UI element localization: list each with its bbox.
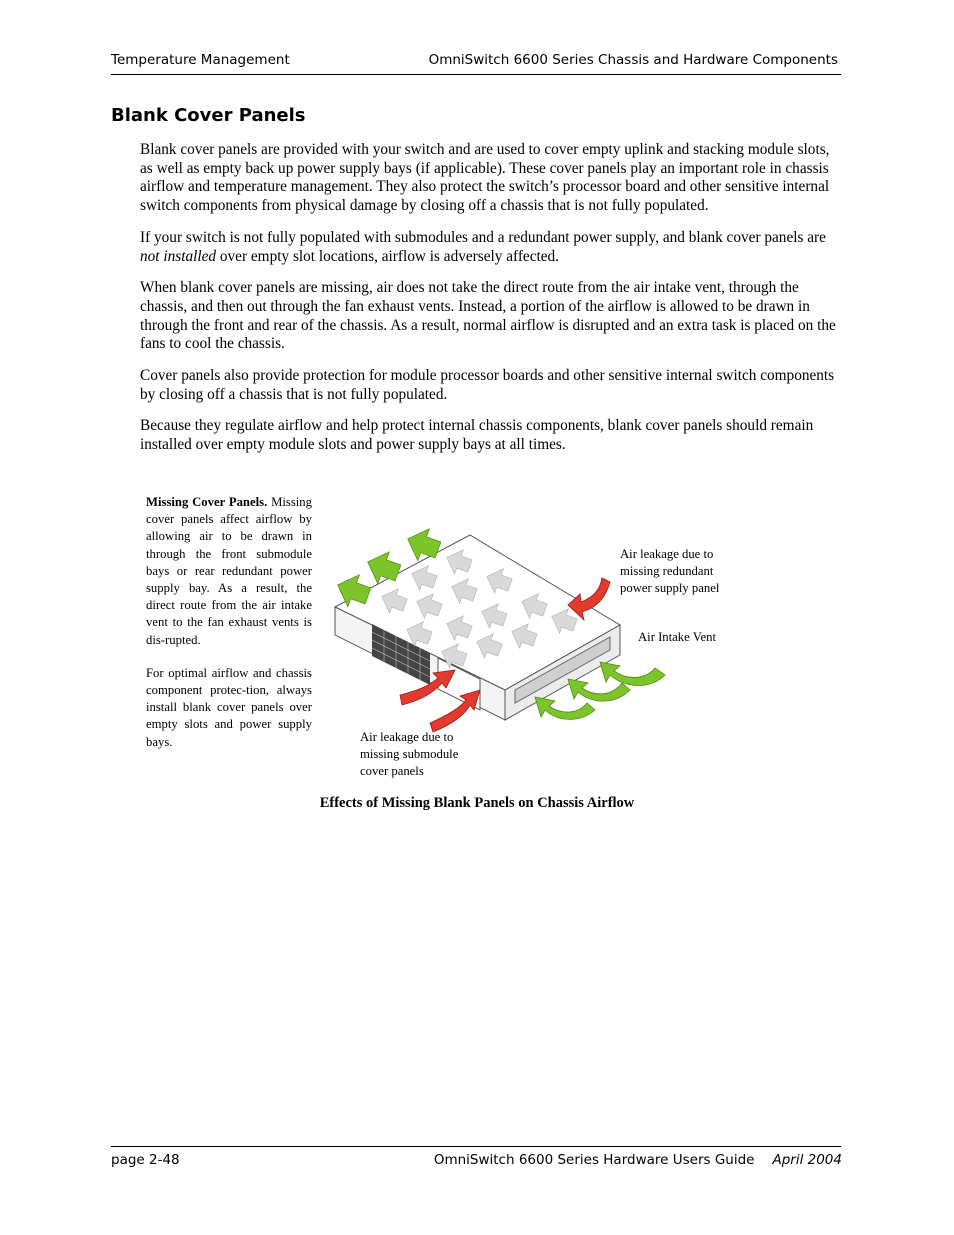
running-header-section: Temperature Management bbox=[111, 52, 290, 68]
section-title: Blank Cover Panels bbox=[111, 105, 306, 126]
paragraph-4: Cover panels also provide protection for module processor boards and other sensitive internal switch components by closing off a chassis that is not fully populated. bbox=[140, 367, 835, 403]
footer-date: April 2004 bbox=[772, 1152, 842, 1168]
paragraph-3: When blank cover panels are missing, air does not take the direct route from the air intake vent, through the chassis, and then out through the fan exhaust vents. Instead, a portion of the airflow is allowed to be drawn in through the front and rear of the chassis. As a result, normal airflow is disrupted and an extra task is placed on the fans to cool the chassis. bbox=[140, 279, 836, 353]
label-air-intake: Air Intake Vent bbox=[638, 630, 716, 644]
margin-note-title: Missing Cover Panels. bbox=[146, 495, 268, 509]
airflow-figure bbox=[330, 510, 750, 800]
emphasis-not-installed: not installed bbox=[140, 247, 217, 265]
paragraph-2: If your switch is not fully populated with submodules and a redundant power supply, and blank cover panels are not installed over empty slot locations, airflow is adversely affected. bbox=[140, 228, 826, 265]
footer-rule bbox=[111, 1146, 841, 1147]
label-submodule-leakage: Air leakage due to missing submodule cover panels bbox=[360, 730, 459, 778]
paragraph-5: Because they regulate airflow and help protect internal chassis components, blank cover panels should remain installed over empty module slots and power supply bays at all times. bbox=[140, 417, 814, 454]
header-rule bbox=[111, 74, 841, 75]
figure-caption: Effects of Missing Blank Panels on Chassis Airflow bbox=[319, 795, 635, 811]
page-number: page 2-48 bbox=[111, 1152, 180, 1168]
margin-note-2: For optimal airflow and chassis component protec-tion, always install blank cover panels over empty slots and power supply bays. bbox=[146, 665, 312, 749]
body-text bbox=[140, 141, 842, 468]
footer-guide: OmniSwitch 6600 Series Hardware Users Guide April 2004 bbox=[433, 1152, 842, 1168]
paragraph-1: Blank cover panels are provided with your switch and are used to cover empty uplink and stacking module slots, as well as empty back up power supply bays (if applicable). These cover panels play an important role in chassis airflow and temperature management. They also protect the switch’s processor board and other sensitive internal switch components from physical damage by closing off a chassis that is not fully populated. bbox=[140, 141, 830, 215]
margin-note bbox=[146, 494, 312, 767]
label-psu-leakage: Air leakage due to missing redundant power supply panel bbox=[620, 547, 720, 595]
margin-note-1: Missing Cover Panels. Missing cover panels affect airflow by allowing air to be drawn in through the front submodule bays or rear redundant power supply bay. As a result, the direct route from the air intake vent to the fan exhaust vents is dis-rupted. bbox=[146, 495, 312, 647]
running-header-title: OmniSwitch 6600 Series Chassis and Hardware Components bbox=[428, 52, 838, 68]
